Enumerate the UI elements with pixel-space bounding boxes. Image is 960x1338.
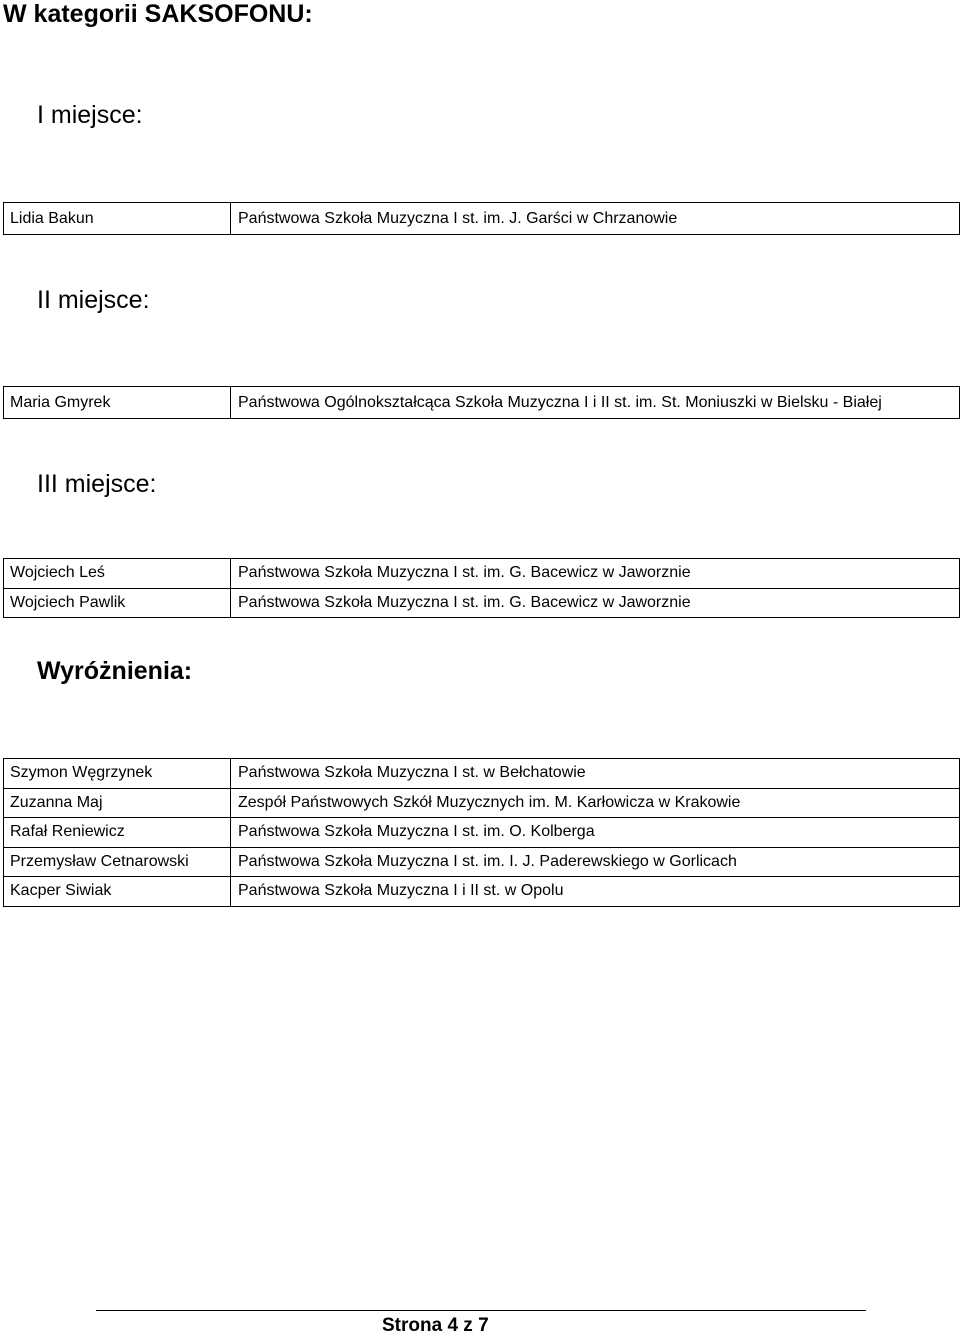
school-name: Państwowa Szkoła Muzyczna I i II st. w Opolu — [231, 877, 960, 907]
participant-name: Przemysław Cetnarowski — [4, 847, 231, 877]
page-number: Strona 4 z 7 — [382, 1315, 489, 1336]
school-name: Zespół Państwowych Szkół Muzycznych im. M. Karłowicza w Krakowie — [231, 788, 960, 818]
participant-name: Wojciech Leś — [4, 559, 231, 589]
second-place-table — [3, 386, 960, 419]
participant-name: Maria Gmyrek — [4, 387, 231, 419]
honorable-mentions-table — [3, 758, 960, 907]
school-name: Państwowa Szkoła Muzyczna I st. im. O. Kolberga — [231, 818, 960, 848]
section-heading-second-place: II miejsce: — [37, 286, 150, 314]
table-row — [4, 759, 960, 789]
participant-name: Wojciech Pawlik — [4, 588, 231, 618]
table-row — [4, 203, 960, 235]
section-heading-third-place: III miejsce: — [37, 470, 157, 498]
school-name: Państwowa Szkoła Muzyczna I st. im. G. Bacewicz w Jaworznie — [231, 559, 960, 589]
footer-divider — [96, 1310, 866, 1311]
participant-name: Rafał Reniewicz — [4, 818, 231, 848]
table-row — [4, 387, 960, 419]
page-title: W kategorii SAKSOFONU: — [3, 0, 313, 28]
first-place-table — [3, 202, 960, 235]
table-row — [4, 788, 960, 818]
section-heading-honorable-mentions: Wyróżnienia: — [37, 657, 193, 685]
participant-name: Kacper Siwiak — [4, 877, 231, 907]
school-name: Państwowa Szkoła Muzyczna I st. im. G. Bacewicz w Jaworznie — [231, 588, 960, 618]
school-name: Państwowa Szkoła Muzyczna I st. w Bełchatowie — [231, 759, 960, 789]
school-name: Państwowa Szkoła Muzyczna I st. im. J. Garści w Chrzanowie — [231, 203, 960, 235]
participant-name: Szymon Węgrzynek — [4, 759, 231, 789]
school-name: Państwowa Ogólnokształcąca Szkoła Muzyczna I i II st. im. St. Moniuszki w Bielsku - Białej — [231, 387, 960, 419]
table-row — [4, 559, 960, 589]
school-name: Państwowa Szkoła Muzyczna I st. im. I. J. Paderewskiego w Gorlicach — [231, 847, 960, 877]
table-row — [4, 588, 960, 618]
participant-name: Zuzanna Maj — [4, 788, 231, 818]
table-row — [4, 847, 960, 877]
third-place-table — [3, 558, 960, 618]
participant-name: Lidia Bakun — [4, 203, 231, 235]
section-heading-first-place: I miejsce: — [37, 101, 143, 129]
table-row — [4, 818, 960, 848]
table-row — [4, 877, 960, 907]
